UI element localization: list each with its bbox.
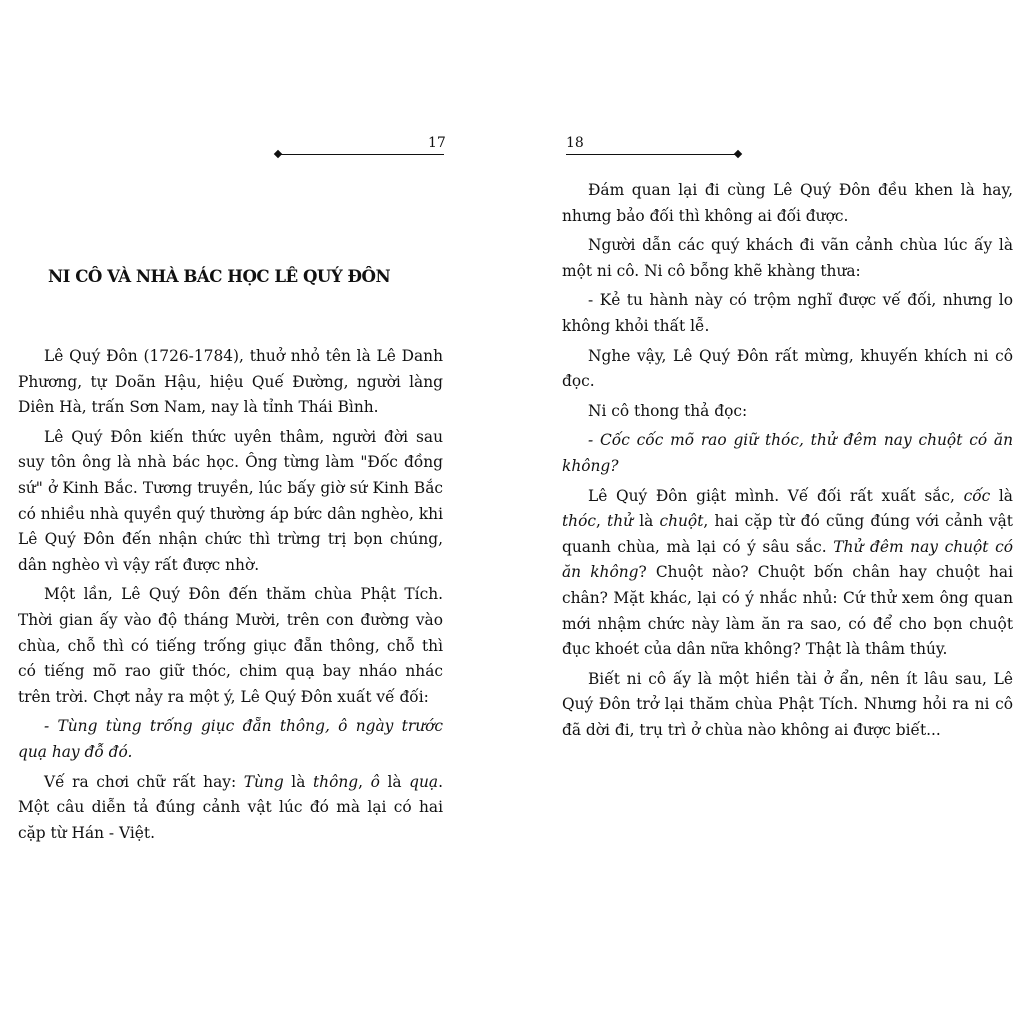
paragraph: Biết ni cô ấy là một hiền tài ở ẩn, nên ít lâu sau, Lê Quý Đôn trở lại thăm chùa Phật Tích. Nhưng hỏi ra ni cô đã dời đi, trụ trì ở chùa nào không ai được biết... [562,669,1013,739]
italic-term: thử [607,512,634,531]
italic-term: thông [312,772,359,791]
italic-term: ô [370,772,380,791]
paragraph [562,484,1013,663]
text-run: là [633,512,660,531]
text-run: là [990,486,1013,505]
diamond-ornament-icon [274,150,282,158]
italic-term: Thử đêm nay chuột có ăn không [562,537,1013,582]
text-run: ? Chuột nào? Chuột bốn chân hay chuột hai chân? Mặt khác, lại có ý nhắc nhủ: Cứ thử xem ông quan mới nhậm chức này làm ăn ra sao, có để cho bọn chuột đục khoét của dân nữa không? Thật là thâm thúy. [562,563,1014,659]
text-run: là [379,772,410,791]
page-number: 18 [566,135,584,151]
paragraph: Người dẫn các quý khách đi vãn cảnh chùa lúc ấy là một ni cô. Ni cô bỗng khẽ khàng thưa: [562,236,1013,280]
page-number: 17 [428,135,446,151]
text-run: là [283,772,313,791]
paragraph: - Kẻ tu hành này có trộm nghĩ được vế đối, nhưng lo không khỏi thất lễ. [562,291,1013,335]
body-text [18,344,443,850]
couplet-second-line: - Cốc cốc mõ rao giữ thóc, thử đêm nay chuột có ăn không? [562,431,1013,475]
paragraph: Lê Quý Đôn kiến thức uyên thâm, người đời sau suy tôn ông là nhà bác học. Ông từng làm "Đốc đồng sứ" ở Kinh Bắc. Tương truyền, lúc bấy giờ sứ Kinh Bắc có nhiều nhà quyền quý thường áp bức dân nghèo, khi Lê Quý Đôn đến nhận chức thì trừng trị bọn chúng, dân nghèo vì vậy rất được nhờ. [18,427,443,574]
paragraph: Ni cô thong thả đọc: [588,401,748,420]
paragraph [18,770,443,847]
text-run: Vế ra chơi chữ rất hay: [44,772,244,791]
page-header-rule [278,154,444,155]
page-header-rule [566,154,738,155]
text-run: , hai cặp từ đó cũng đúng với cảnh vật quanh chùa, mà lại có ý sâu sắc. [562,512,1013,556]
text-run: , [595,512,608,531]
italic-term: chuột [659,512,704,531]
text-run: Lê Quý Đôn giật mình. Vế đối rất xuất sắc, [588,486,964,505]
right-page [512,0,1024,1024]
italic-term: thóc [562,512,596,531]
paragraph: Lê Quý Đôn (1726-1784), thuở nhỏ tên là Lê Danh Phương, tự Doãn Hậu, hiệu Quế Đường, người làng Diên Hà, trấn Sơn Nam, nay là tỉnh Thái Bình. [18,347,443,417]
text-run: . Một câu diễn tả đúng cảnh vật lúc đó mà lại có hai cặp từ Hán - Việt. [18,772,444,842]
text-run: , [358,772,371,791]
diamond-ornament-icon [734,150,742,158]
couplet-first-line: - Tùng tùng trống giục đẵn thông, ô ngày trước quạ hay đỗ đó. [18,717,443,761]
paragraph: Nghe vậy, Lê Quý Đôn rất mừng, khuyến khích ni cô đọc. [562,346,1013,391]
paragraph: Đám quan lại đi cùng Lê Quý Đôn đều khen là hay, nhưng bảo đối thì không ai đối được. [562,181,1013,225]
chapter-title: NI CÔ VÀ NHÀ BÁC HỌC LÊ QUÝ ĐÔN [48,266,391,286]
body-text [562,178,1013,747]
italic-term: Tùng [243,772,284,791]
paragraph: Một lần, Lê Quý Đôn đến thăm chùa Phật Tích. Thời gian ấy vào độ tháng Mười, trên con đường vào chùa, chỗ thì có tiếng trống giục đẵn thông, chỗ thì có tiếng mõ rao giữ thóc, chim quạ bay nháo nhác trên trời. Chợt nảy ra một ý, Lê Quý Đôn xuất vế đối: [18,585,443,706]
italic-term: cốc [963,486,991,505]
italic-term: quạ [409,772,439,791]
